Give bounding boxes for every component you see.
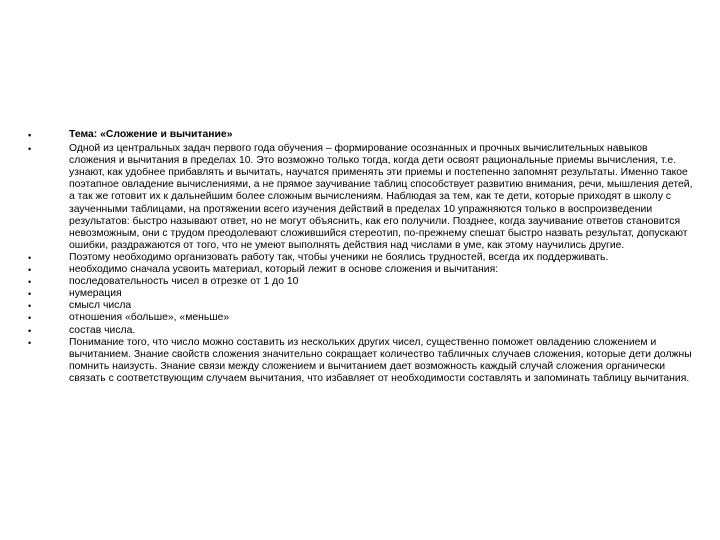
bullet-item-prerequisites: • необходимо сначала усвоить материал, который лежит в основе сложения и вычитания: [28, 264, 696, 276]
bullet-item-organize-work: • Поэтому необходимо организовать работу так, чтобы ученики не боялись трудностей, всегда их поддерживать. [28, 252, 696, 264]
bullet-item-sequence: • последовательность чисел в отрезке от 1 до 10 [28, 276, 696, 288]
bullet-item-composition: • состав числа. [28, 325, 696, 337]
slide-title: • Тема: «Сложение и вычитание» [28, 129, 696, 141]
bullet-item-understanding: • Понимание того, что число можно составить из нескольких других чисел, существенно поможет овладению сложением и вычитанием. Знание свойств сложения значительно сокращает количество табличных случаев сложения, которые дети должны помнить наизусть. Знание связи между сложением и вычитанием дает возможность каждый случай сложения органически связать с соответствующим случаем вычитания, что избавляет от необходимости составлять и запоминать таблицу вычитания. [28, 337, 696, 385]
bullet-item-number-meaning: • смысл числа [28, 300, 696, 312]
bullet-item-numeration: • нумерация [28, 288, 696, 300]
bullet-item-relations: • отношения «больше», «меньше» [28, 312, 696, 324]
bullet-item-main-goal: • Одной из центральных задач первого года обучения – формирование осознанных и прочных вычислительных навыков сложения и вычитания в пределах 10. Это возможно только тогда, когда дети освоят рациональные приемы вычисления, т.е. узнают, как удобнее прибавлять и вычитать, научатся применять эти приемы и постепенно запомнят результаты. Именно такое поэтапное овладение вычислениями, а не прямое заучивание таблиц способствует развитию внимания, речи, мышления детей, а так же готовит их к дальнейшим более сложным вычислениям. Наблюдая за тем, как те дети, которые приходят в школу с заученными таблицами, на протяжении всего изучения действий в пределах 10 упражняются только в воспроизведении результатов: быстро называют ответ, но не могут объяснить, как его получили. Позднее, когда заучивание ответов становится невозможным, они с трудом преодолевают сложившийся стереотип, по-прежнему спешат быстро назвать результат, допускают ошибки, раздражаются от того, что не умеют выполнять действия над числами в уме, как этому научились другие. [28, 143, 696, 252]
bullet-list [28, 129, 696, 385]
